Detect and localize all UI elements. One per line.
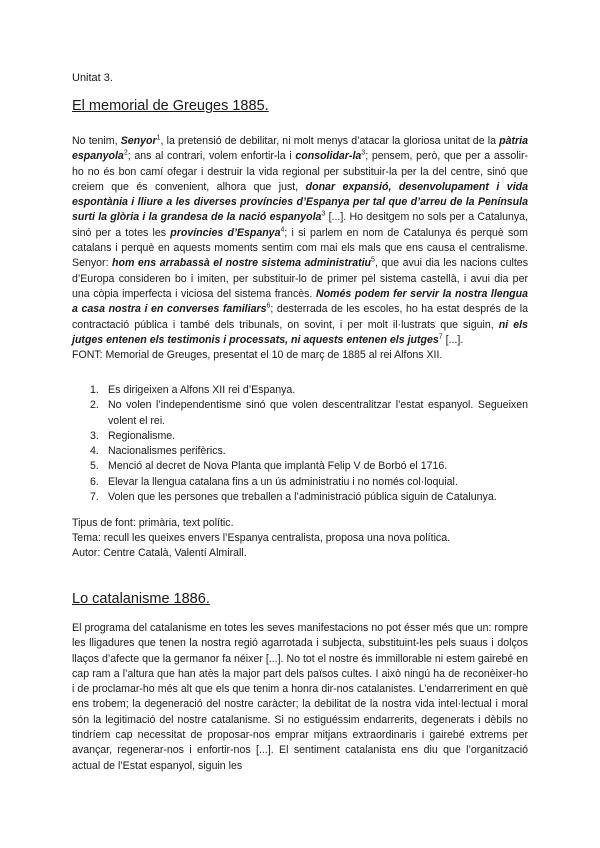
footnote-ref: 3: [321, 210, 326, 218]
emphasized-phrase: donar expansió, desenvolupament i vida espontània i lliure a les diverses províncies d’Espanya per tal que d’arreu de la Península surti la glòria i la grandesa de la nació espanyola: [72, 180, 528, 224]
footnote-text: Es dirigeixen a Alfons XII rei d’Espanya.: [108, 384, 296, 396]
text-run: [...]. Ho desitgem no sols per a Catalunya, sinó per a totes les: [72, 211, 528, 239]
footnote-number: 3.: [90, 429, 99, 442]
footnote-number: 1.: [90, 384, 99, 396]
source-type: Tipus de font: primària, text polític.: [72, 517, 234, 529]
footnote-item: [72, 398, 528, 429]
source-line: FONT: Memorial de Greuges, presentat el 10 de març de 1885 al rei Alfons XII.: [72, 349, 443, 361]
footnote-ref: 5: [371, 256, 375, 264]
footnote-text: Regionalisme.: [108, 429, 176, 442]
footnote-item: [72, 429, 528, 444]
footnote-item: [72, 444, 528, 459]
emphasized-phrase: hom ens arrabassà el nostre sistema administratiu: [112, 257, 372, 270]
footnote-ref: 7: [438, 333, 443, 341]
section-title-memorial: El memorial de Greuges 1885.: [72, 98, 269, 114]
footnote-number: 5.: [90, 460, 99, 473]
footnote-number: 4.: [90, 445, 99, 458]
unit-label: Unitat 3.: [72, 72, 113, 84]
catalanisme-paragraph: El programa del catalanisme en totes les seves manifestacions no pot ésser més que un: rompre les lligadures que tenen la nostra regió agarrotada i subjecta, substituint-les pels suaus i dolços llaços d’afecte que la germanor fa néixer [...]. No tot el nostre és immillorable ni estem gairebé en cap ram a l’altura que han atès la major part dels països cultes. I això ningú ha de reconèixer-ho i de proclamar-ho més alt que els que tenim a honra dir-nos catalanistes. L’endarreriment en què ens trobem; la degeneració del nostre caràcter; la debilitat de la nostra vida intel·lectual i moral són la legitimació del nostre catalanisme. Si no estiguéssim endarrerits, degenerats i dèbils no tindríem cap necessitat de proposar-nos emprar mitjans extraordinaris i gairebé extrems per avançar, regenerar-nos i enfortir-nos [...]. El sentiment catalanista ens diu que l’organització actual de l’Estat espanyol, siguin les: [72, 622, 528, 772]
memorial-paragraph: [72, 134, 528, 348]
footnote-item: [72, 459, 528, 474]
text-run: ; desterrada de les escoles, ho ha estat després de la contractació pública i també dels tribunals, on sovint, i per molt il·lustrats que siguin,: [72, 303, 528, 331]
emphasized-phrase: pàtria espanyola: [72, 135, 528, 163]
footnote-ref: 3: [361, 149, 366, 157]
footnote-ref: 1: [156, 134, 161, 142]
text-run: ; ans al contrari, volem enfortir-la i: [127, 150, 296, 163]
footnote-number: 2.: [90, 399, 99, 412]
footnote-item: [72, 490, 528, 505]
footnote-ref: 2: [123, 149, 128, 157]
footnote-text: Volen que les persones que treballen a l’administració pública siguin de Catalunya.: [108, 491, 497, 504]
text-run: [...].: [442, 333, 464, 346]
emphasized-phrase: Només podem fer servir la nostra llengua a casa nostra i en converses familiars: [72, 287, 528, 316]
text-run: No tenim,: [72, 135, 121, 147]
footnote-list: [72, 383, 528, 505]
section-title-catalanisme: Lo catalanisme 1886.: [72, 591, 210, 607]
text-run: ; pensem, però, que per a assolir-ho no és bon camí ofegar i destruir la vida regional per substituir-la per la del centre, sinó que creiem que és convenient, alhora que just,: [72, 150, 528, 193]
emphasized-phrase: províncies d’Espanya: [170, 226, 281, 239]
footnote-item: [72, 383, 528, 398]
footnote-number: 6.: [90, 475, 99, 488]
emphasized-phrase: consolidar-la: [295, 150, 362, 163]
footnote-ref: 6: [266, 302, 271, 310]
source-theme: Tema: recull les queixes envers l’Espanya centralista, proposa una nova política.: [72, 532, 451, 544]
footnote-text: Menció al decret de Nova Planta que implantà Felip V de Borbó el 1716.: [108, 460, 448, 473]
text-run: ; i si parlem en nom de Catalunya és perquè som catalans i perquè en aquests moments sentim com mai els mals que ens causa el centralisme. Senyor:: [72, 226, 528, 270]
text-run: , la pretensió de debilitar, ni molt menys d’atacar la gloriosa unitat de la: [160, 135, 500, 147]
footnote-item: [72, 475, 528, 490]
footnote-text: Nacionalismes perifèrics.: [108, 445, 226, 458]
emphasized-phrase: Senyor: [120, 135, 157, 147]
footnote-text: Elevar la llengua catalana fins a un ús administratiu i no només col·loquial.: [108, 475, 458, 488]
source-author: Autor: Centre Català, Valentí Almirall.: [72, 547, 247, 559]
text-run: , que avui dia les nacions cultes d’Europa consideren bo i imiten, per substituir-lo de primer pel sistema castellà, i avui dia per una còpia imperfecta i viciosa del sistema francès.: [72, 257, 528, 300]
emphasized-phrase: ni els jutges entenen els testimonis i processats, ni aquests entenen els jutges: [72, 318, 528, 346]
footnote-ref: 4: [280, 226, 285, 234]
footnote-text: No volen l’independentisme sinó que volen descentralitzar l’estat espanyol. Segueixen volent el rei.: [108, 399, 528, 427]
footnote-number: 7.: [90, 491, 99, 504]
